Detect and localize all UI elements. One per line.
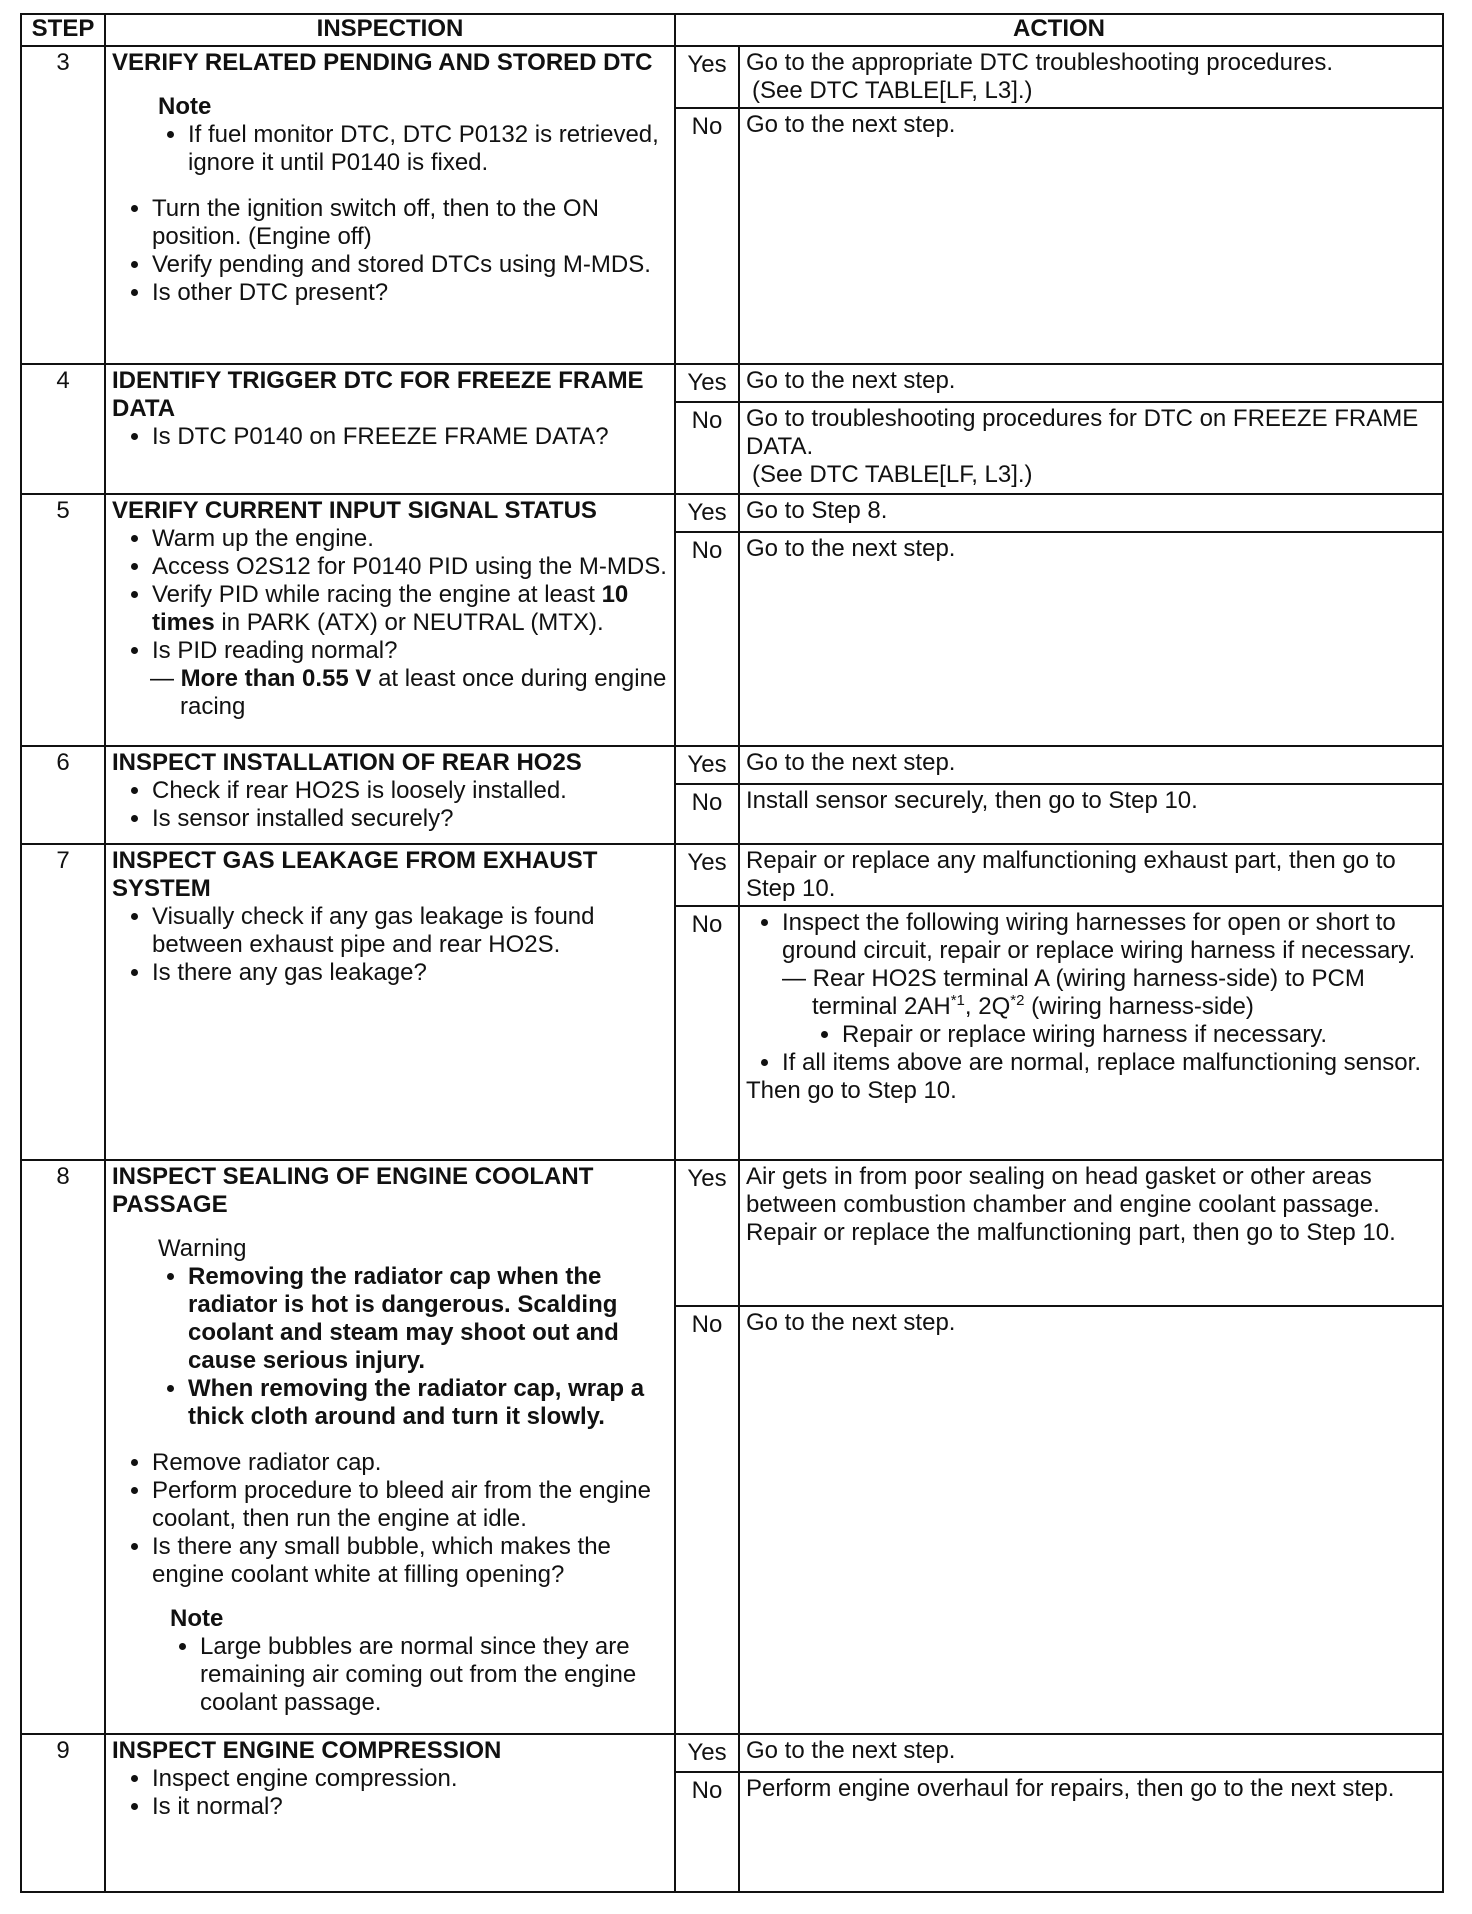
step-row	[21, 46, 1443, 108]
inspection-cell	[105, 1160, 675, 1734]
inspection-item: • Perform procedure to bleed air from the engine coolant, then run the engine at idle.	[152, 1477, 668, 1533]
warning-title: Warning	[158, 1235, 247, 1262]
no-action: Go to the next step.	[739, 1306, 1443, 1734]
dash-item: — Rear HO2S terminal A (wiring harness-side) to PCM terminal 2AH$^{*1}$, $2Q^{*2}$ (wiring harness-side)	[782, 965, 1365, 1020]
step-row	[21, 494, 1443, 532]
step-row	[21, 1734, 1443, 1772]
no-action: Go to troubleshooting procedures for DTC on FREEZE FRAME DATA. (See DTC TABLE[LF, L3].)	[739, 402, 1443, 494]
inspection-cell	[105, 364, 675, 494]
note-item: • Large bubbles are normal since they are remaining air coming out from the engine coolant passage.	[200, 1633, 668, 1717]
no-action: Perform engine overhaul for repairs, then go to the next step.	[739, 1772, 1443, 1892]
no-action: Install sensor securely, then go to Step 10.	[739, 784, 1443, 844]
no-label: No	[675, 532, 739, 746]
yes-label: Yes	[675, 1160, 739, 1306]
inspection-title: INSPECT GAS LEAKAGE FROM EXHAUST SYSTEM	[112, 847, 598, 902]
yes-action: Go to the appropriate DTC troubleshooting procedures. (See DTC TABLE[LF, L3].)	[739, 46, 1443, 108]
troubleshooting-table	[20, 13, 1444, 1893]
no-action: Go to the next step.	[739, 532, 1443, 746]
yes-action: Repair or replace any malfunctioning exhaust part, then go to Step 10.	[739, 844, 1443, 906]
step-number: 8	[21, 1160, 105, 1734]
step-number: 5	[21, 494, 105, 746]
inspection-cell	[105, 494, 675, 746]
inspection-item: • Is DTC P0140 on FREEZE FRAME DATA?	[152, 423, 668, 451]
inspection-item: • Warm up the engine.	[152, 525, 668, 553]
yes-label: Yes	[675, 46, 739, 108]
step-number: 6	[21, 746, 105, 844]
inspection-title: IDENTIFY TRIGGER DTC FOR FREEZE FRAME DATA	[112, 367, 644, 422]
inspection-title: INSPECT INSTALLATION OF REAR HO2S	[112, 749, 582, 776]
inspection-item: • Verify pending and stored DTCs using M-MDS.	[152, 251, 668, 279]
no-label: No	[675, 1772, 739, 1892]
inspection-title: VERIFY RELATED PENDING AND STORED DTC	[112, 49, 653, 76]
inspection-item: • Is there any gas leakage?	[152, 959, 668, 987]
yes-label: Yes	[675, 364, 739, 402]
action-subitem: • Repair or replace wiring harness if necessary.	[842, 1021, 1436, 1049]
action-end: Then go to Step 10.	[746, 1077, 957, 1104]
no-action	[739, 906, 1443, 1160]
step-row	[21, 1160, 1443, 1306]
note-box	[158, 93, 668, 177]
inspection-item: • Is sensor installed securely?	[152, 805, 668, 833]
step-header: STEP	[21, 14, 105, 46]
yes-action: Go to Step 8.	[739, 494, 1443, 532]
action-item: • Inspect the following wiring harnesses for open or short to ground circuit, repair or replace wiring harness if necessary.	[782, 909, 1436, 965]
warning-box	[158, 1235, 668, 1431]
inspection-item: • Access O2S12 for P0140 PID using the M-MDS.	[152, 553, 668, 581]
step-number: 4	[21, 364, 105, 494]
yes-label: Yes	[675, 746, 739, 784]
step-row	[21, 364, 1443, 402]
yes-label: Yes	[675, 1734, 739, 1772]
inspection-item: • Is other DTC present?	[152, 279, 668, 307]
yes-label: Yes	[675, 844, 739, 906]
step-row	[21, 746, 1443, 784]
inspection-cell	[105, 746, 675, 844]
note-title: Note	[170, 1605, 224, 1632]
yes-action: Air gets in from poor sealing on head gasket or other areas between combustion chamber and engine coolant passage. Repair or replace the malfunctioning part, then go to Step 10.	[739, 1160, 1443, 1306]
inspection-title: INSPECT SEALING OF ENGINE COOLANT PASSAGE	[112, 1163, 594, 1218]
inspection-item: • Visually check if any gas leakage is found between exhaust pipe and rear HO2S.	[152, 903, 668, 959]
step-number: 9	[21, 1734, 105, 1892]
no-label: No	[675, 906, 739, 1160]
header-row	[21, 14, 1443, 46]
inspection-item: • Turn the ignition switch off, then to the ON position. (Engine off)	[152, 195, 668, 251]
inspection-cell	[105, 46, 675, 364]
inspection-item: • Inspect engine compression.	[152, 1765, 668, 1793]
inspection-item: • Check if rear HO2S is loosely installed.	[152, 777, 668, 805]
step-number: 7	[21, 844, 105, 1160]
inspection-item: • Remove radiator cap.	[152, 1449, 668, 1477]
inspection-cell	[105, 844, 675, 1160]
dash-item: — More than 0.55 V at least once during engine racing	[150, 665, 667, 720]
inspection-cell	[105, 1734, 675, 1892]
step-row	[21, 844, 1443, 906]
yes-action: Go to the next step.	[739, 746, 1443, 784]
step-number: 3	[21, 46, 105, 364]
note-item: • If fuel monitor DTC, DTC P0132 is retrieved, ignore it until P0140 is fixed.	[188, 121, 668, 177]
inspection-item: • Is there any small bubble, which makes the engine coolant white at filling opening?	[152, 1533, 668, 1589]
no-label: No	[675, 1306, 739, 1734]
inspection-header: INSPECTION	[105, 14, 675, 46]
inspection-item: • Is PID reading normal?	[152, 637, 668, 665]
inspection-item: • Is it normal?	[152, 1793, 668, 1821]
warning-item: • When removing the radiator cap, wrap a thick cloth around and turn it slowly.	[188, 1375, 668, 1431]
inspection-title: INSPECT ENGINE COMPRESSION	[112, 1737, 502, 1764]
inspection-item: • Verify PID while racing the engine at least 10 times in PARK (ATX) or NEUTRAL (MTX).	[152, 581, 668, 637]
note-box	[170, 1605, 668, 1717]
action-header: ACTION	[675, 14, 1443, 46]
yes-label: Yes	[675, 494, 739, 532]
yes-action: Go to the next step.	[739, 1734, 1443, 1772]
no-action: Go to the next step.	[739, 108, 1443, 364]
no-label: No	[675, 784, 739, 844]
note-title: Note	[158, 93, 212, 120]
no-label: No	[675, 402, 739, 494]
action-item: • If all items above are normal, replace malfunctioning sensor.	[782, 1049, 1436, 1077]
inspection-title: VERIFY CURRENT INPUT SIGNAL STATUS	[112, 497, 597, 524]
no-label: No	[675, 108, 739, 364]
warning-item: • Removing the radiator cap when the radiator is hot is dangerous. Scalding coolant and steam may shoot out and cause serious injury.	[188, 1263, 668, 1375]
yes-action: Go to the next step.	[739, 364, 1443, 402]
